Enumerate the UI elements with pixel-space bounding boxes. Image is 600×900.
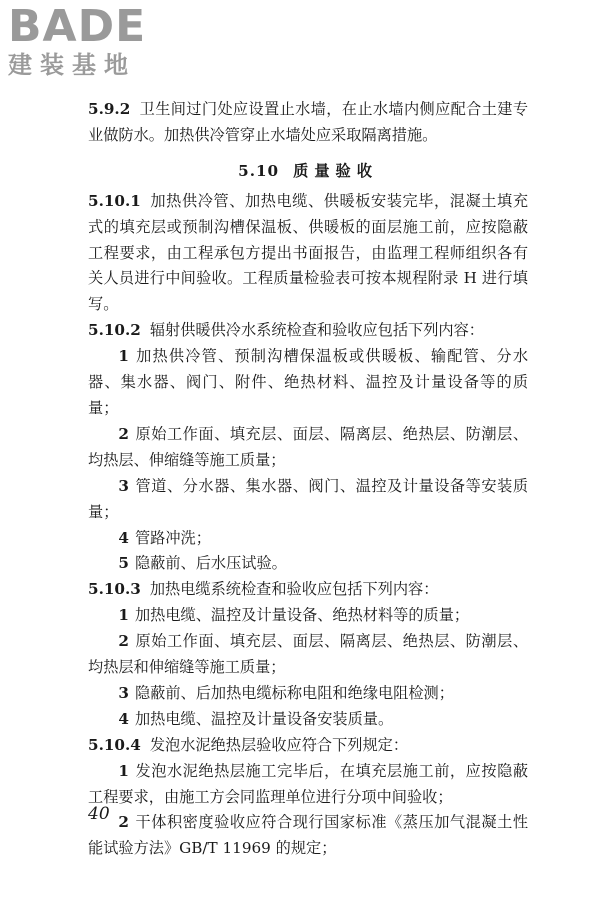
clause-text: 卫生间过门处应设置止水墙，在止水墙内侧应配合土建专业做防水。加热供冷管穿止水墙处应采取隔离措施。 bbox=[88, 100, 528, 144]
clause-number: 5.10.2 bbox=[88, 321, 141, 340]
item-number: 1 bbox=[118, 761, 129, 780]
item-number: 3 bbox=[118, 683, 129, 702]
list-item bbox=[88, 810, 528, 862]
item-text: 干体积密度验收应符合现行国家标准《蒸压加气混凝土性能试验方法》GB/T 11969 的规定； bbox=[88, 813, 528, 858]
item-number: 3 bbox=[118, 476, 129, 495]
list-item bbox=[88, 629, 528, 681]
item-text: 原始工作面、填充层、面层、隔离层、绝热层、防潮层、均热层和伸缩缝等施工质量； bbox=[88, 632, 528, 677]
clause-5-10-4 bbox=[88, 733, 528, 759]
item-number: 2 bbox=[118, 632, 129, 651]
clause-number: 5.10.4 bbox=[88, 735, 141, 754]
clause-5-10-2 bbox=[88, 318, 528, 344]
list-item bbox=[88, 526, 528, 552]
clause-number: 5.10.1 bbox=[88, 191, 141, 210]
section-number: 5.10 bbox=[238, 161, 280, 180]
section-title: 质量验收 bbox=[293, 161, 378, 180]
item-number: 1 bbox=[118, 347, 129, 366]
list-item bbox=[88, 344, 528, 422]
clause-number: 5.9.2 bbox=[88, 100, 131, 118]
logo-subtitle: 建装基地 bbox=[8, 51, 136, 79]
item-text: 管路冲洗； bbox=[134, 528, 211, 547]
clause-5-9-2 bbox=[88, 97, 528, 149]
item-number: 2 bbox=[118, 813, 129, 832]
list-item bbox=[88, 474, 528, 526]
item-text: 发泡水泥绝热层施工完毕后，在填充层施工前，应按隐蔽工程要求，由施工方会同监理单位进行分项中间验收； bbox=[88, 761, 528, 806]
page-content bbox=[88, 97, 528, 862]
item-number: 1 bbox=[118, 606, 129, 625]
clause-number: 5.10.3 bbox=[88, 580, 141, 599]
item-number: 4 bbox=[118, 709, 129, 728]
item-text: 管道、分水器、集水器、阀门、温控及计量设备等安装质量； bbox=[88, 476, 528, 521]
list-item bbox=[88, 681, 528, 707]
item-text: 加热供冷管、预制沟槽保温板或供暖板、输配管、分水器、集水器、阀门、附件、绝热材料、温控及计量设备等的质量； bbox=[88, 347, 528, 417]
clause-text: 加热供冷管、加热电缆、供暖板安装完毕，混凝土填充式的填充层或预制沟槽保温板、供暖板的面层施工前，应按隐蔽工程要求，由工程承包方提出书面报告，由监理工程师组织各有关人员进行中间验收。工程质量检验表可按本规程附录 H 进行填写。 bbox=[88, 191, 528, 314]
list-item bbox=[88, 422, 528, 474]
item-text: 隐蔽前、后水压试验。 bbox=[134, 554, 287, 573]
item-text: 原始工作面、填充层、面层、隔离层、绝热层、防潮层、均热层、伸缩缝等施工质量； bbox=[88, 424, 528, 469]
item-text: 加热电缆、温控及计量设备安装质量。 bbox=[134, 709, 394, 728]
clause-5-10-3 bbox=[88, 577, 528, 603]
section-heading bbox=[88, 159, 528, 185]
item-number: 4 bbox=[118, 528, 129, 547]
item-text: 隐蔽前、后加热电缆标称电阻和绝缘电阻检测； bbox=[134, 683, 454, 702]
list-item bbox=[88, 707, 528, 733]
item-number: 5 bbox=[118, 554, 129, 573]
item-text: 加热电缆、温控及计量设备、绝热材料等的质量； bbox=[134, 606, 470, 625]
list-item bbox=[88, 551, 528, 577]
list-item bbox=[88, 603, 528, 629]
clause-text: 辐射供暖供冷水系统检查和验收应包括下列内容： bbox=[149, 321, 484, 340]
clause-text: 加热电缆系统检查和验收应包括下列内容： bbox=[149, 580, 439, 599]
clause-text: 发泡水泥绝热层验收应符合下列规定： bbox=[149, 735, 409, 754]
item-number: 2 bbox=[118, 424, 129, 443]
page-number: 40 bbox=[88, 804, 110, 824]
list-item bbox=[88, 759, 528, 811]
clause-5-10-1 bbox=[88, 189, 528, 319]
brand-logo bbox=[8, 1, 183, 80]
logo-wordmark: BADE bbox=[8, 1, 147, 52]
